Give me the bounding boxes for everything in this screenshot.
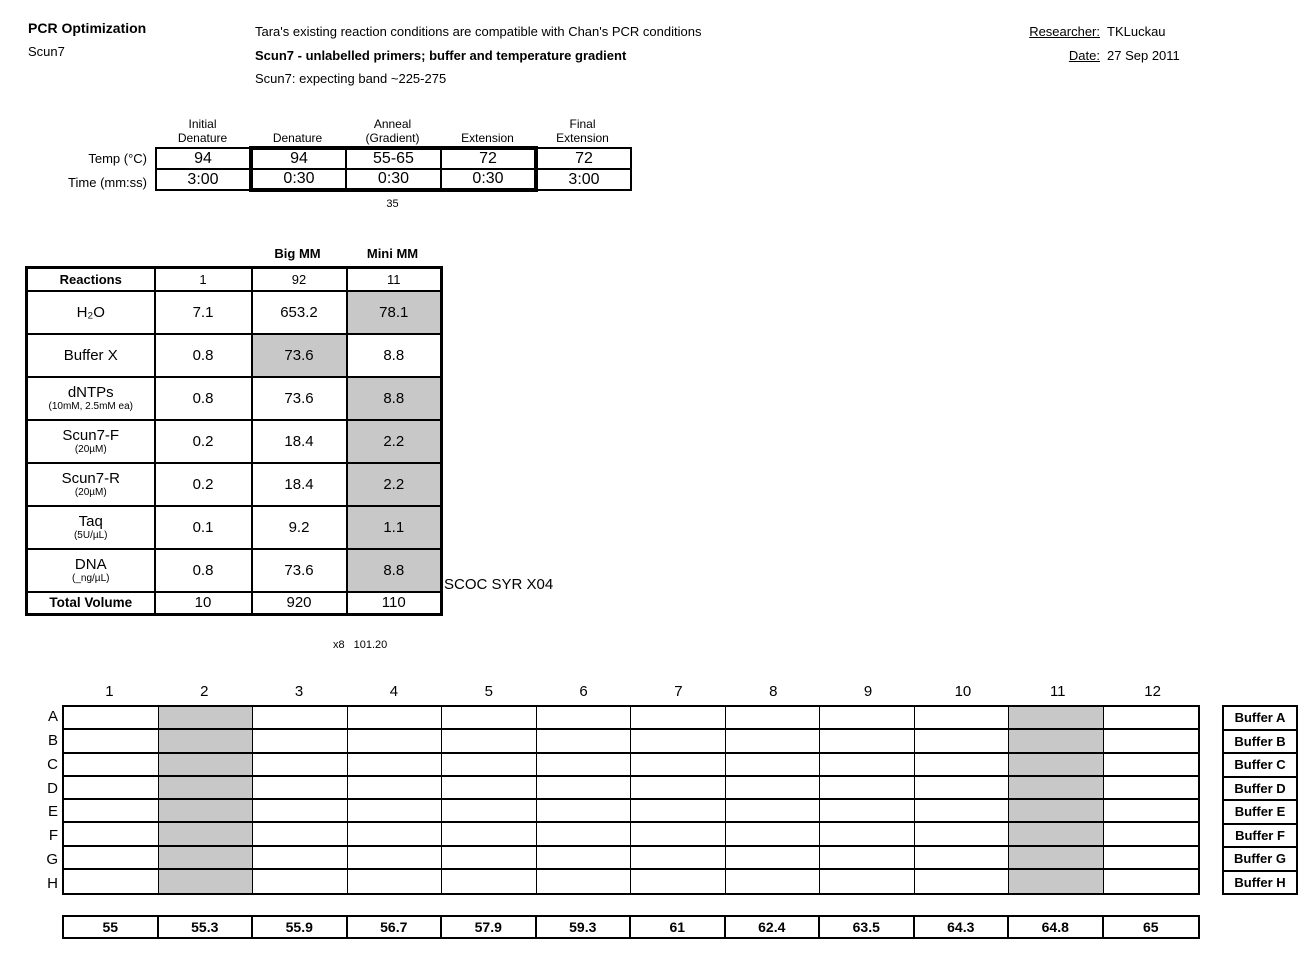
plate-well: [1104, 823, 1199, 846]
date-row: [930, 44, 1190, 68]
pcr-time-cell: 3:00: [156, 169, 251, 190]
plate-well: [159, 777, 254, 800]
ingredient-name: H₂O: [76, 303, 105, 321]
plate-column-header: 3: [294, 683, 304, 700]
pcr-step-header-text: Anneal (Gradient): [365, 117, 420, 145]
ingredient-row: [27, 463, 442, 506]
plate-well: [1104, 870, 1199, 893]
plate-well: [253, 754, 348, 777]
pcr-step-header-text: Initial Denature: [177, 117, 228, 145]
buffer-legend: [1222, 705, 1298, 895]
ingredient-label: [27, 420, 155, 463]
pcr-row-label: Temp (°C): [88, 150, 147, 166]
plate-well: [348, 754, 443, 777]
page-subtitle: Scun7: [28, 44, 65, 59]
mix-footnote: [333, 639, 387, 651]
plate-well: [915, 870, 1010, 893]
plate-row-header: H: [47, 874, 58, 892]
plate-well: [726, 707, 821, 730]
ingredient-label: [27, 334, 155, 377]
date-value: 27 Sep 2011: [1107, 48, 1180, 63]
ingredient-value-cell: 0.2: [155, 420, 252, 463]
plate-well: [915, 754, 1010, 777]
plate-well: [820, 847, 915, 870]
pcr-time-cell: 3:00: [536, 169, 631, 190]
master-mix-table: [25, 266, 443, 616]
gradient-temp-cell: 63.5: [820, 917, 915, 937]
ingredient-name: Scun7-F: [62, 427, 120, 444]
ingredient-row: [27, 420, 442, 463]
plate-well: [537, 730, 632, 753]
plate-well: [915, 847, 1010, 870]
gradient-temp-cell: 55.9: [253, 917, 348, 937]
total-volume-cell: 10: [155, 592, 252, 615]
ingredient-detail: (20µM): [74, 487, 107, 498]
plate-row-header: E: [47, 803, 58, 821]
plate-well: [348, 800, 443, 823]
date-label: Date:: [1068, 48, 1100, 63]
plate-well: [64, 823, 159, 846]
plate-column-header: 10: [954, 683, 972, 700]
plate-well: [631, 870, 726, 893]
ingredient-row: [27, 291, 442, 334]
total-volume-label: Total Volume: [27, 592, 155, 615]
gradient-temp-cell: 65: [1142, 919, 1159, 935]
plate-well: [631, 754, 726, 777]
pcr-temp-cell: 94: [156, 148, 251, 169]
ingredient-value-cell: 653.2: [252, 291, 347, 334]
plate-well: [631, 730, 726, 753]
plate-well: [253, 707, 348, 730]
plate-column-header: 8: [769, 683, 778, 700]
plate-column-header: 2: [200, 683, 209, 700]
well-plate-grid: [62, 705, 1200, 895]
plate-well: [253, 730, 348, 753]
plate-well: [1009, 777, 1104, 800]
plate-well: [631, 777, 726, 800]
ingredient-detail: (10mM, 2.5mM ea): [48, 401, 133, 412]
ingredient-value-cell: 78.1: [347, 291, 442, 334]
note-line: Scun7 - unlabelled primers; buffer and temperature gradient: [255, 47, 627, 63]
gradient-temp-cell: 64.8: [1009, 917, 1104, 937]
ingredient-value-cell: 0.8: [155, 334, 252, 377]
ingredient-name: Buffer X: [63, 346, 118, 364]
buffer-label: Buffer A: [1224, 707, 1296, 731]
buffer-label: Buffer C: [1224, 754, 1296, 778]
note-line: Scun7: expecting band ~225-275: [255, 71, 447, 86]
plate-well: [442, 823, 537, 846]
plate-well: [1009, 800, 1104, 823]
plate-well: [537, 777, 632, 800]
pcr-time-cell: 0:30: [346, 169, 441, 190]
ingredient-label: [27, 291, 155, 334]
plate-well: [253, 777, 348, 800]
plate-well: [1009, 823, 1104, 846]
ingredient-value-cell: 8.8: [347, 549, 442, 592]
plate-well: [64, 847, 159, 870]
plate-well: [159, 730, 254, 753]
buffer-label: Buffer F: [1224, 825, 1296, 849]
buffer-label: Buffer H: [1234, 874, 1286, 890]
pcr-program-table: [155, 146, 632, 192]
plate-well: [726, 800, 821, 823]
ingredient-label: [27, 506, 155, 549]
mix-footnote-multiplier: x8: [333, 639, 345, 651]
plate-well: [631, 800, 726, 823]
plate-well: [253, 870, 348, 893]
ingredient-value-cell: 0.8: [155, 549, 252, 592]
plate-well: [820, 823, 915, 846]
plate-well: [442, 777, 537, 800]
ingredient-value-cell: 73.6: [252, 549, 347, 592]
reactions-count-cell: 1: [155, 268, 252, 291]
plate-well: [442, 870, 537, 893]
plate-well: [537, 754, 632, 777]
pcr-step-header: [345, 106, 440, 146]
ingredient-value-cell: 18.4: [252, 420, 347, 463]
pcr-temp-cell: 72: [441, 148, 536, 169]
ingredient-detail: (_ng/µL): [72, 573, 110, 584]
mix-footnote-value: 101.20: [353, 639, 388, 651]
big-mm-header: Big MM: [274, 246, 321, 261]
plate-row-header: F: [48, 827, 58, 845]
plate-column-header: 4: [389, 683, 399, 700]
pcr-step-header: [535, 106, 630, 146]
buffer-label: Buffer B: [1224, 731, 1296, 755]
plate-well: [820, 870, 915, 893]
researcher-label: Researcher:: [1029, 24, 1100, 39]
ingredient-label: [27, 377, 155, 420]
plate-well: [348, 823, 443, 846]
plate-row-header: B: [47, 732, 58, 750]
researcher-row: [930, 20, 1190, 44]
plate-well: [64, 707, 159, 730]
plate-well: [537, 847, 632, 870]
plate-well: [253, 823, 348, 846]
plate-well: [820, 777, 915, 800]
ingredient-row: [27, 506, 442, 549]
ingredient-value-cell: 8.8: [347, 377, 442, 420]
plate-well: [537, 870, 632, 893]
plate-row-header: G: [46, 850, 58, 868]
note-line: Tara's existing reaction conditions are compatible with Chan's PCR conditions: [255, 24, 702, 39]
plate-well: [64, 777, 159, 800]
buffer-label: Buffer D: [1224, 778, 1296, 802]
ingredient-value-cell: 7.1: [155, 291, 252, 334]
pcr-temp-cell: 94: [251, 148, 346, 169]
plate-well: [726, 777, 821, 800]
reactions-label: Reactions: [27, 268, 155, 291]
pcr-step-header-text: Final Extension: [556, 117, 609, 145]
plate-well: [631, 847, 726, 870]
ingredient-value-cell: 2.2: [347, 420, 442, 463]
ingredient-value-cell: 9.2: [252, 506, 347, 549]
ingredient-row: [27, 377, 442, 420]
plate-well: [726, 847, 821, 870]
gradient-temp-cell: 64.3: [915, 917, 1010, 937]
plate-well: [1009, 730, 1104, 753]
plate-well: [348, 777, 443, 800]
ingredient-label: [27, 463, 155, 506]
page-title: PCR Optimization: [28, 20, 147, 36]
plate-well: [820, 800, 915, 823]
plate-well: [159, 707, 254, 730]
plate-well: [442, 847, 537, 870]
plate-well: [915, 730, 1010, 753]
plate-well: [442, 800, 537, 823]
plate-well: [915, 707, 1010, 730]
plate-column-header: 12: [1144, 683, 1161, 700]
plate-column-header: 7: [674, 683, 683, 700]
pcr-step-header-text: Extension: [461, 131, 514, 145]
reactions-count-cell: 11: [347, 268, 442, 291]
buffer-label: Buffer E: [1224, 801, 1296, 825]
ingredient-value-cell: 2.2: [347, 463, 442, 506]
plate-well: [442, 730, 537, 753]
plate-well: [537, 823, 632, 846]
plate-well: [726, 754, 821, 777]
pcr-step-header-text: Denature: [272, 131, 323, 145]
pcr-step-headers: [155, 106, 630, 146]
gradient-temp-cell: 55.3: [159, 917, 254, 937]
ingredient-value-cell: 73.6: [252, 334, 347, 377]
reactions-count-cell: 92: [252, 268, 347, 291]
plate-column-headers: [62, 683, 1200, 703]
ingredient-name: Scun7-R: [61, 470, 120, 487]
pcr-step-header: [250, 106, 345, 146]
gradient-temp-cell: 59.3: [537, 917, 632, 937]
plate-well: [159, 823, 254, 846]
plate-column-header: 11: [1049, 683, 1066, 700]
total-volume-cell: 110: [347, 592, 442, 615]
plate-well: [64, 730, 159, 753]
plate-well: [159, 800, 254, 823]
plate-well: [537, 800, 632, 823]
ingredient-value-cell: 0.2: [155, 463, 252, 506]
plate-well: [1009, 847, 1104, 870]
ingredient-row: [27, 549, 442, 592]
gradient-temp-cell: 57.9: [442, 917, 537, 937]
pcr-time-cell: 0:30: [251, 169, 346, 190]
ingredient-value-cell: 73.6: [252, 377, 347, 420]
pcr-temp-cell: 72: [536, 148, 631, 169]
plate-row-header: D: [47, 779, 58, 797]
plate-well: [915, 800, 1010, 823]
plate-well: [1009, 754, 1104, 777]
plate-well: [64, 754, 159, 777]
pcr-row-labels: [40, 146, 150, 194]
plate-well: [1104, 707, 1199, 730]
ingredient-row: [27, 334, 442, 377]
pcr-time-cell: 0:30: [441, 169, 536, 190]
plate-well: [348, 730, 443, 753]
plate-well: [631, 707, 726, 730]
total-volume-row: [27, 592, 442, 615]
pcr-temp-cell: 55-65: [346, 148, 441, 169]
ingredient-detail: (20µM): [74, 444, 107, 455]
pcr-step-header: [155, 106, 250, 146]
plate-well: [64, 800, 159, 823]
meta-block: [930, 20, 1190, 68]
gradient-temp-cell: 62.4: [726, 917, 821, 937]
experiment-notes: [255, 20, 701, 91]
plate-well: [726, 730, 821, 753]
ingredient-detail: (5U/µL): [73, 530, 108, 541]
mini-mm-header: Mini MM: [366, 246, 419, 261]
plate-well: [915, 823, 1010, 846]
plate-well: [1009, 707, 1104, 730]
plate-column-header: 9: [863, 683, 873, 700]
plate-column-header: 5: [484, 683, 493, 700]
plate-well: [726, 823, 821, 846]
ingredient-name: dNTPs: [67, 384, 114, 401]
plate-well: [159, 754, 254, 777]
temperature-gradient-row: [62, 915, 1200, 939]
plate-well: [820, 730, 915, 753]
dna-annotation: SCOC SYR X04: [444, 576, 554, 593]
researcher-value: TKLuckau: [1107, 24, 1166, 39]
plate-well: [726, 870, 821, 893]
plate-well: [1104, 847, 1199, 870]
cycle-count: 35: [386, 198, 399, 210]
gradient-temp-cell: 56.7: [348, 917, 443, 937]
ingredient-name: DNA: [74, 556, 107, 573]
ingredient-value-cell: 0.1: [155, 506, 252, 549]
plate-well: [348, 870, 443, 893]
gradient-temp-cell: 55: [64, 917, 159, 937]
buffer-label: Buffer G: [1224, 848, 1296, 872]
plate-well: [1104, 800, 1199, 823]
total-volume-cell: 920: [252, 592, 347, 615]
ingredient-value-cell: 0.8: [155, 377, 252, 420]
gradient-temp-cell: 61: [631, 917, 726, 937]
reactions-row: [27, 268, 442, 291]
plate-column-header: 1: [105, 683, 114, 700]
plate-well: [442, 707, 537, 730]
pcr-step-header: [440, 106, 535, 146]
plate-row-headers: [30, 705, 58, 895]
ingredient-value-cell: 1.1: [347, 506, 442, 549]
plate-well: [915, 777, 1010, 800]
plate-well: [1009, 870, 1104, 893]
pcr-temp-row: [156, 148, 631, 169]
pcr-row-label: Time (mm:ss): [68, 174, 147, 190]
plate-well: [348, 847, 443, 870]
plate-well: [253, 800, 348, 823]
plate-column-header: 6: [579, 683, 588, 700]
plate-well: [631, 823, 726, 846]
plate-well: [1104, 777, 1199, 800]
plate-well: [64, 870, 159, 893]
plate-well: [253, 847, 348, 870]
plate-well: [820, 707, 915, 730]
plate-well: [537, 707, 632, 730]
plate-row-header: A: [47, 708, 58, 726]
plate-well: [159, 847, 254, 870]
plate-well: [820, 754, 915, 777]
plate-well: [1104, 754, 1199, 777]
plate-well: [1104, 730, 1199, 753]
ingredient-label: [27, 549, 155, 592]
plate-well: [348, 707, 443, 730]
ingredient-name: Taq: [78, 513, 103, 530]
ingredient-value-cell: 18.4: [252, 463, 347, 506]
plate-well: [442, 754, 537, 777]
plate-well: [159, 870, 254, 893]
pcr-time-row: [156, 169, 631, 190]
plate-row-header: C: [47, 755, 58, 773]
ingredient-value-cell: 8.8: [347, 334, 442, 377]
